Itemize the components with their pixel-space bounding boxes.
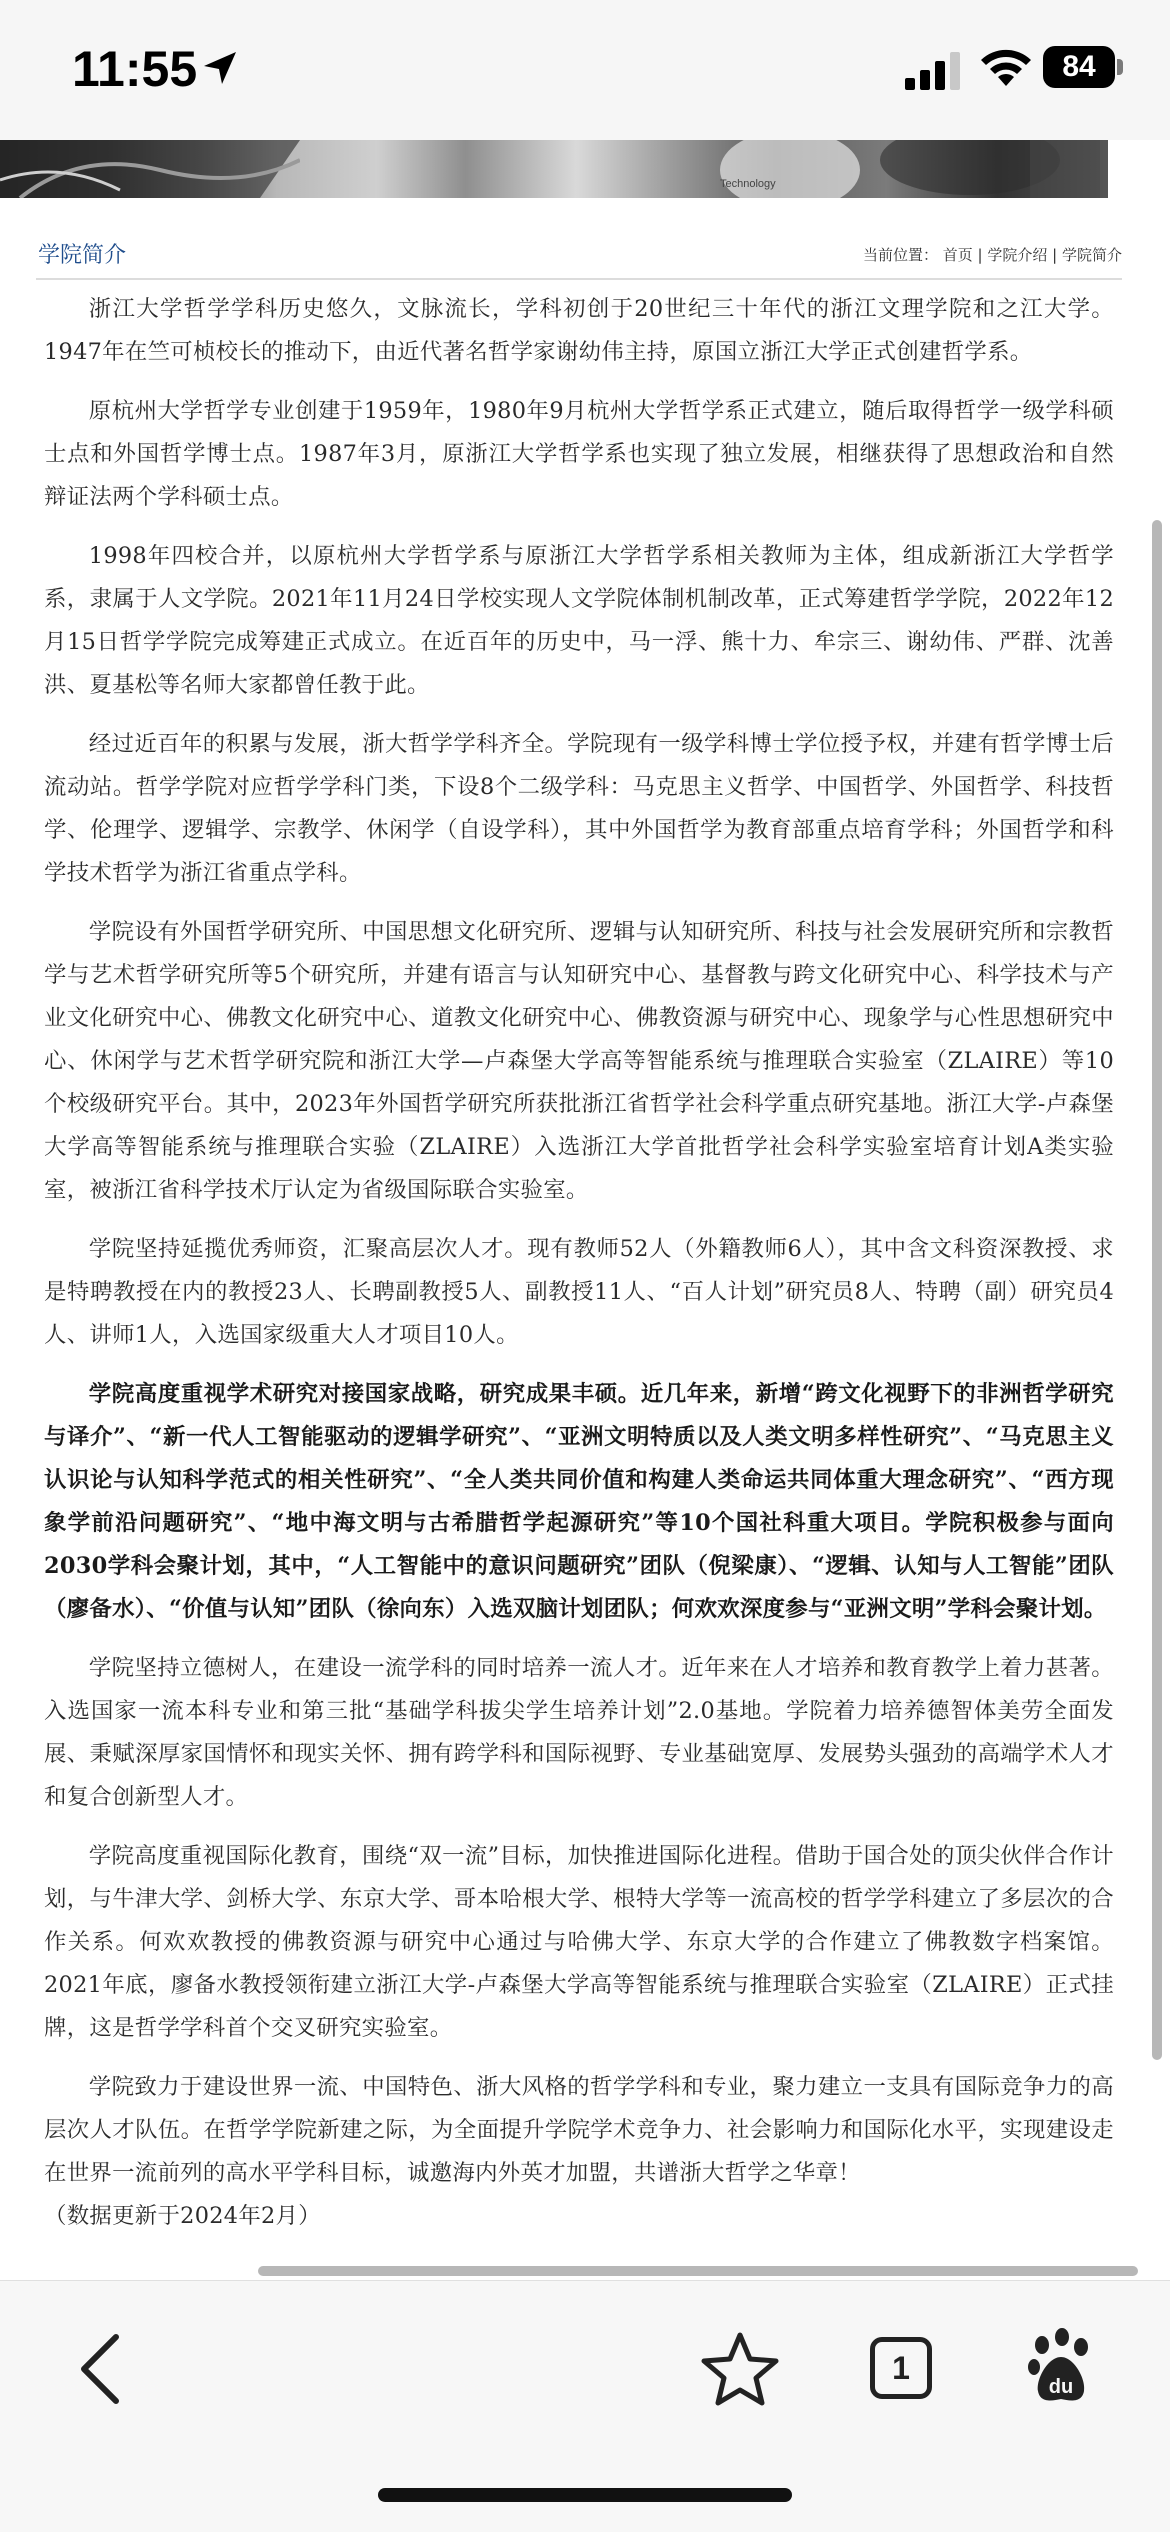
article-paragraph: 学院设有外国哲学研究所、中国思想文化研究所、逻辑与认知研究所、科技与社会发展研究所和宗教哲学与艺术哲学研究所等5个研究所，并建有语言与认知研究中心、基督教与跨文化研究中心、科学技术与产业文化研究中心、佛教文化研究中心、道教文化研究中心、佛教资源与研究中心、现象学与心性思想研究中心、休闲学与艺术哲学研究院和浙江大学—卢森堡大学高等智能系统与推理联合实验室（ZLAIRE）等10个校级研究平台。其中，2023年外国哲学研究所获批浙江省哲学社会科学重点研究基地。浙江大学-卢森堡大学高等智能系统与推理联合实验（ZLAIRE）入选浙江大学首批哲学社会科学实验室培育计划A类实验室，被浙江省科学技术厅认定为省级国际联合实验室。: [44, 919, 1114, 1203]
signal-icon: [905, 50, 961, 90]
baidu-icon[interactable]: [1026, 2327, 1096, 2407]
article-paragraph: 浙江大学哲学学科历史悠久，文脉流长，学科初创于20世纪三十年代的浙江文理学院和之江大学。1947年在竺可桢校长的推动下，由近代著名哲学家谢幼伟主持，原国立浙江大学正式创建哲学系。: [44, 296, 1114, 365]
article-paragraph: 1998年四校合并，以原杭州大学哲学系与原浙江大学哲学系相关教师为主体，组成新浙江大学哲学系，隶属于人文学院。2021年11月24日学校实现人文学院体制机制改革，正式筹建哲学学院，2022年12月15日哲学学院完成筹建正式成立。在近百年的历史中，马一浮、熊十力、牟宗三、谢幼伟、严群、沈善洪、夏基松等名师大家都曾任教于此。: [44, 543, 1114, 698]
banner-decoration: [650, 140, 1100, 198]
breadcrumb-prefix: 当前位置：: [862, 246, 938, 264]
article-paragraph: 经过近百年的积累与发展，浙大哲学学科齐全。学院现有一级学科博士学位授予权，并建有哲学博士后流动站。哲学学院对应哲学学科门类，下设8个二级学科：马克思主义哲学、中国哲学、外国哲学、科技哲学、伦理学、逻辑学、宗教学、休闲学（自设学科），其中外国哲学为教育部重点培育学科；外国哲学和科学技术哲学为浙江省重点学科。: [44, 731, 1114, 886]
banner-decoration: [0, 140, 300, 198]
header-banner-image: [0, 140, 1108, 198]
browser-toolbar: [0, 2280, 1170, 2532]
svg-text:du: du: [1048, 2376, 1074, 2398]
horizontal-scrollbar[interactable]: [258, 2266, 1138, 2276]
article-paragraph: 学院高度重视学术研究对接国家战略，研究成果丰硕。近几年来，新增“跨文化视野下的非洲哲学研究与译介”、“新一代人工智能驱动的逻辑学研究”、“亚洲文明特质以及人类文明多样性研究”、“马克思主义认识论与认知科学范式的相关性研究”、“全人类共同价值和构建人类命运共同体重大理念研究”、“西方现象学前沿问题研究”、“地中海文明与古希腊哲学起源研究”等10个国社科重大项目。学院积极参与面向2030学科会聚计划，其中，“人工智能中的意识问题研究”团队（倪梁康）、“逻辑、认知与人工智能”团队（廖备水）、“价值与认知”团队（徐向东）入选双脑计划团队；何欢欢深度参与“亚洲文明”学科会聚计划。: [44, 1381, 1114, 1622]
wifi-icon: [978, 44, 1034, 88]
banner-caption: Technology: [720, 178, 776, 190]
breadcrumb-home-link[interactable]: 首页: [942, 246, 973, 264]
tabs-icon[interactable]: 1: [870, 2337, 932, 2399]
section-header: [36, 228, 1122, 280]
breadcrumb-current[interactable]: 学院简介: [1061, 246, 1122, 264]
article-paragraph: 学院坚持延揽优秀师资，汇聚高层次人才。现有教师52人（外籍教师6人），其中含文科资深教授、求是特聘教授在内的教授23人、长聘副教授5人、副教授11人、“百人计划”研究员8人、特聘（副）研究员4人、讲师1人，入选国家级重大人才项目10人。: [44, 1236, 1114, 1348]
article-paragraph: 学院高度重视国际化教育，围绕“双一流”目标，加快推进国际化进程。借助于国合处的顶尖伙伴合作计划，与牛津大学、剑桥大学、东京大学、哥本哈根大学、根特大学等一流高校的哲学学科建立了多层次的合作关系。何欢欢教授的佛教资源与研究中心通过与哈佛大学、东京大学的合作建立了佛教数字档案馆。2021年底，廖备水教授领衔建立浙江大学-卢森堡大学高等智能系统与推理联合实验室（ZLAIRE）正式挂牌，这是哲学学科首个交叉研究实验室。: [44, 1843, 1114, 2041]
breadcrumb-separator: |: [1052, 246, 1062, 264]
status-time: 11:55: [72, 41, 198, 97]
article-body: [44, 288, 1114, 2254]
vertical-scrollbar[interactable]: [1152, 520, 1162, 2060]
battery-icon: 84: [1043, 46, 1115, 88]
breadcrumb-college-intro-link[interactable]: 学院介绍: [987, 246, 1048, 264]
battery-tip: [1117, 59, 1123, 75]
home-indicator: [378, 2488, 792, 2502]
breadcrumb-separator: |: [977, 246, 988, 264]
status-bar: [0, 0, 1170, 140]
back-icon[interactable]: [70, 2329, 130, 2409]
article-paragraph: 原杭州大学哲学专业创建于1959年，1980年9月杭州大学哲学系正式建立，随后取得哲学一级学科硕士点和外国哲学博士点。1987年3月，原浙江大学哲学系也实现了独立发展，相继获得了思想政治和自然辩证法两个学科硕士点。: [44, 398, 1114, 510]
location-arrow-icon: [200, 48, 240, 88]
breadcrumb: [863, 244, 1122, 265]
page-title: 学院简介: [38, 243, 127, 268]
article-paragraph: 学院坚持立德树人，在建设一流学科的同时培养一流人才。近年来在人才培养和教育教学上着力甚著。入选国家一流本科专业和第三批“基础学科拔尖学生培养计划”2.0基地。学院着力培养德智体美劳全面发展、秉赋深厚家国情怀和现实关怀、拥有跨学科和国际视野、专业基础宽厚、发展势头强劲的高端学术人才和复合创新型人才。: [44, 1655, 1114, 1810]
update-note: （数据更新于2024年2月）: [44, 2203, 321, 2229]
star-icon[interactable]: [700, 2331, 780, 2407]
article-paragraph: 学院致力于建设世界一流、中国特色、浙大风格的哲学学科和专业，聚力建立一支具有国际竞争力的高层次人才队伍。在哲学学院新建之际，为全面提升学院学术竞争力、社会影响力和国际化水平，实现建设走在世界一流前列的高水平学科目标，诚邀海内外英才加盟，共谱浙大哲学之华章！: [44, 2074, 1114, 2186]
